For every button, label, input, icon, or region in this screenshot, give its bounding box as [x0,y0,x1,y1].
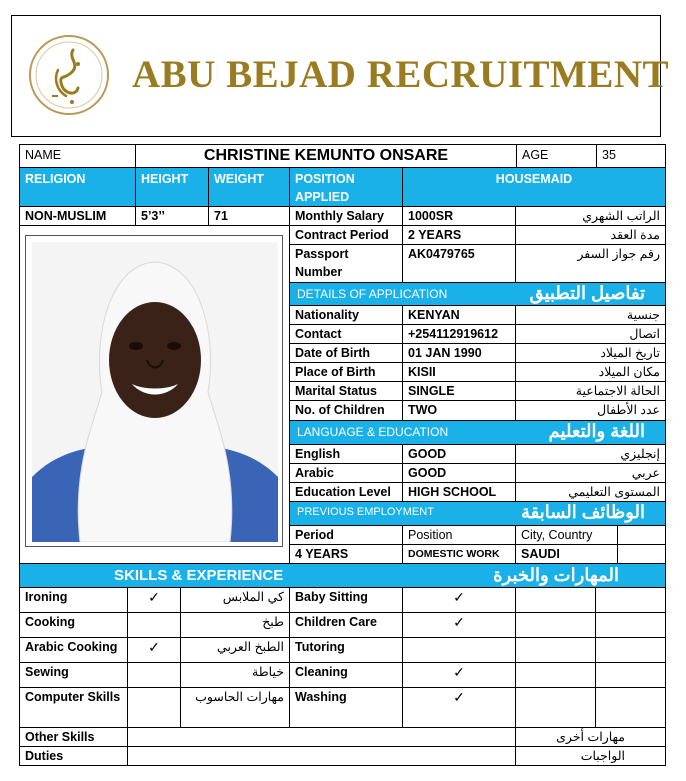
passport-arabic: رقم جواز السفر [515,244,666,283]
skill-sewing-arabic: خياطة [180,662,290,688]
skill-empty-4b [595,662,666,688]
skill-washing-label: Washing [289,687,403,728]
photo-frame [25,235,283,547]
employment-header-period: Period [289,525,403,545]
skill-cooking-arabic: طبخ [180,612,290,638]
marital-arabic: الحالة الاجتماعية [515,381,666,401]
skill-computer-check [127,687,181,728]
employment-title: PREVIOUS EMPLOYMENT [297,506,434,518]
arabic-value: GOOD [402,463,516,483]
other-skills-label: Other Skills [19,727,128,747]
skill-ironing-check: ✓ [127,587,181,613]
skill-childcare-check: ✓ [402,612,516,638]
skill-empty-1a [515,587,596,613]
age-value: 35 [596,144,666,168]
skills-title: SKILLS & EXPERIENCE [114,567,284,584]
skill-computer-arabic: مهارات الحاسوب [180,687,290,728]
duties-label: Duties [19,746,128,766]
duties-arabic: الواجبات [515,746,666,766]
skill-babysitting-check: ✓ [402,587,516,613]
skills-section-header [19,563,666,588]
arabic-label: Arabic [289,463,403,483]
skill-empty-2b [595,612,666,638]
calligraphy-logo-icon [28,34,110,116]
language-section-header [289,420,666,445]
skill-cleaning-check: ✓ [402,662,516,688]
education-value: HIGH SCHOOL [402,482,516,502]
weight-label: WEIGHT [208,167,290,207]
language-title: LANGUAGE & EDUCATION [297,425,449,439]
monthly-salary-arabic: الراتب الشهري [515,206,666,226]
employment-empty [617,544,666,564]
skill-babysitting-label: Baby Sitting [289,587,403,613]
weight-value: 71 [208,206,290,226]
passport-value: AK0479765 [402,244,516,283]
children-arabic: عدد الأطفال [515,400,666,421]
height-value: 5’3’’ [135,206,209,226]
dob-arabic: تاريخ الميلاد [515,343,666,363]
skills-title-arabic: المهارات والخبرة [493,565,619,585]
details-title: DETAILS OF APPLICATION [297,287,448,301]
monthly-salary-value: 1000SR [402,206,516,226]
details-section-header [289,282,666,306]
education-label: Education Level [289,482,403,502]
pob-arabic: مكان الميلاد [515,362,666,382]
nationality-label: Nationality [289,305,403,325]
employment-header-empty [617,525,666,545]
skill-washing-check: ✓ [402,687,516,728]
marital-label: Marital Status [289,381,403,401]
passport-label: Passport Number [289,244,403,283]
skill-sewing-check [127,662,181,688]
skill-empty-2a [515,612,596,638]
company-name: ABU BEJAD RECRUITMENT [132,53,670,96]
employment-position: DOMESTIC WORK [402,544,516,564]
skill-empty-1b [595,587,666,613]
contract-period-label: Contract Period [289,225,403,245]
duties-value [127,746,516,766]
nationality-arabic: جنسية [515,305,666,325]
applicant-name: CHRISTINE KEMUNTO ONSARE [135,144,517,168]
dob-label: Date of Birth [289,343,403,363]
skill-cleaning-label: Cleaning [289,662,403,688]
header-banner [11,15,670,137]
employment-header-position: Position [402,525,516,545]
skill-childcare-label: Children Care [289,612,403,638]
pob-value: KISII [402,362,516,382]
applicant-photo [32,242,278,542]
skill-cooking-label: Cooking [19,612,128,638]
details-title-arabic: تفاصيل التطبيق [529,283,645,303]
dob-value: 01 JAN 1990 [402,343,516,363]
other-skills-value [127,727,516,747]
children-value: TWO [402,400,516,421]
religion-value: NON-MUSLIM [19,206,136,226]
skill-computer-label: Computer Skills [19,687,128,728]
english-label: English [289,444,403,464]
skill-empty-5a [515,687,596,728]
english-arabic: إنجليزي [515,444,666,464]
skill-empty-4a [515,662,596,688]
monthly-salary-label: Monthly Salary [289,206,403,226]
contact-label: Contact [289,324,403,344]
nationality-value: KENYAN [402,305,516,325]
skill-sewing-label: Sewing [19,662,128,688]
employment-section-header [289,501,666,526]
skill-arabic-cooking-label: Arabic Cooking [19,637,128,663]
other-skills-arabic: مهارات أخرى [515,727,666,747]
skill-cooking-check [127,612,181,638]
skill-empty-5b [595,687,666,728]
contact-arabic: اتصال [515,324,666,344]
english-value: GOOD [402,444,516,464]
position-value: HOUSEMAID [402,167,666,207]
children-label: No. of Children [289,400,403,421]
employment-city: SAUDI [515,544,618,564]
height-label: HEIGHT [135,167,209,207]
skill-arabic-cooking-check: ✓ [127,637,181,663]
name-label: NAME [19,144,136,168]
education-arabic: المستوى التعليمي [515,482,666,502]
skill-tutoring-check [402,637,516,663]
contract-period-arabic: مدة العقد [515,225,666,245]
employment-title-arabic: الوظائف السابقة [520,502,645,522]
religion-label: RELIGION [19,167,136,207]
contact-value: +254112919612 [402,324,516,344]
skill-tutoring-label: Tutoring [289,637,403,663]
pob-label: Place of Birth [289,362,403,382]
language-title-arabic: اللغة والتعليم [548,421,645,441]
age-label: AGE [516,144,597,168]
employment-header-city: City, Country [515,525,618,545]
marital-value: SINGLE [402,381,516,401]
contract-period-value: 2 YEARS [402,225,516,245]
employment-period: 4 YEARS [289,544,403,564]
skill-ironing-arabic: كي الملابس [180,587,290,613]
skill-empty-3b [595,637,666,663]
arabic-arabic: عربي [515,463,666,483]
skill-arabic-cooking-arabic: الطبخ العربي [180,637,290,663]
skill-ironing-label: Ironing [19,587,128,613]
position-label: POSITION APPLIED [289,167,403,207]
skill-empty-3a [515,637,596,663]
